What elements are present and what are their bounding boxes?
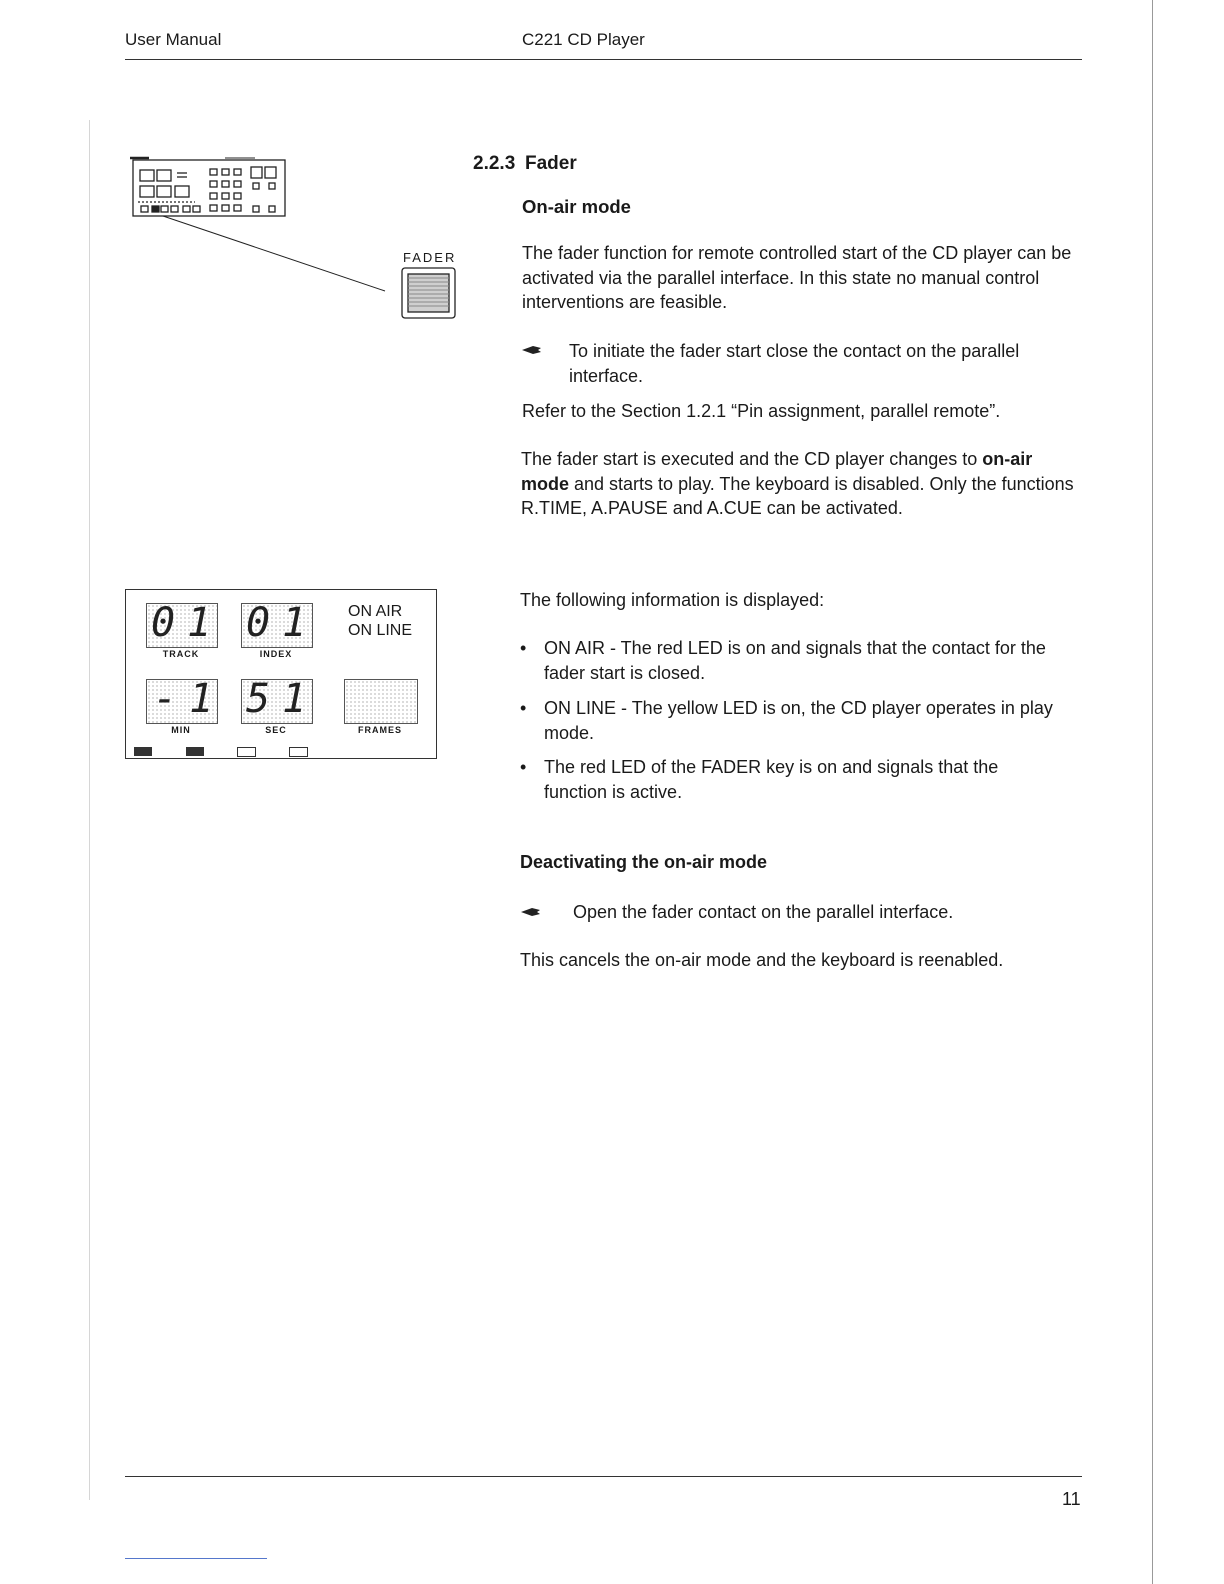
min-value: -1 [153,676,226,722]
bullet-text: ON AIR - The red LED is on and signals that the contact for the fader start is closed. [544,638,1046,683]
index-value: 01 [246,600,319,646]
bullet-text: The red LED of the FADER key is on and signals that the function is active. [544,757,999,802]
pointing-hand-icon [521,342,543,356]
min-label: MIN [171,725,191,735]
paragraph-fader-executed-post: and starts to play. The keyboard is disabled. Only the functions R.TIME, A.PAUSE and A.CUE can be activated. [521,473,1074,518]
scan-margin-line [89,120,90,1500]
footer-link-underline [125,1558,267,1559]
subheading-on-air-mode: On-air mode [522,196,631,217]
bullet-dot-icon: • [520,757,527,777]
header-doc-title: User Manual [125,30,222,49]
scan-edge-line [1152,0,1153,1584]
index-display [241,600,319,648]
sec-label: SEC [265,725,287,735]
step-open-contact: Open the fader contact on the parallel interface. [573,902,954,922]
device-front-panel-illustration [125,150,470,325]
paragraph-cancel-onair: This cancels the on-air mode and the keyboard is reenabled. [520,950,1004,970]
fader-key-label: FADER [403,250,457,265]
paragraph-fader-function: The fader function for remote controlled start of the CD player can be activated via the parallel interface. In this state no manual control interventions are feasible. [522,243,1072,312]
led-indicator-on [134,747,152,756]
display-panel-illustration [125,589,437,759]
subheading-deactivating: Deactivating the on-air mode [520,852,768,872]
index-label: INDEX [259,649,293,659]
header-product-title: C221 CD Player [522,30,645,49]
on-air-indicator: ON AIR [348,603,403,620]
sec-value: 51 [246,676,319,722]
on-air-mode-emphasis: on-air mode [521,449,1033,494]
led-indicator-off [237,747,256,757]
sec-display [241,676,319,724]
paragraph-info-intro: The following information is displayed: [520,590,825,610]
step-close-contact: To initiate the fader start close the contact on the parallel interface. [569,341,1020,386]
frames-label: FRAMES [358,725,402,735]
section-title: Fader [525,153,577,174]
bullet-dot-icon: • [520,698,527,718]
footer-rule [125,1476,1082,1477]
frames-display [344,679,418,724]
led-indicator-off [289,747,308,757]
track-value: 01 [151,600,224,646]
page-number: 11 [1062,1489,1081,1509]
led-indicator-on [186,747,204,756]
min-display [146,676,226,724]
header-rule [125,59,1082,60]
paragraph-fader-executed-pre: The fader start is executed and the CD player changes to [521,449,983,469]
paragraph-fader-executed [521,447,1081,521]
paragraph-refer-section: Refer to the Section 1.2.1 “Pin assignment, parallel remote”. [522,401,1001,421]
bullet-dot-icon: • [520,638,527,658]
bullet-text: ON LINE - The yellow LED is on, the CD player operates in play mode. [544,698,1053,743]
track-label: TRACK [162,649,200,659]
track-display [146,600,224,648]
pointing-hand-icon [520,904,542,918]
on-line-indicator: ON LINE [348,622,413,639]
section-number: 2.2.3 [473,153,516,174]
